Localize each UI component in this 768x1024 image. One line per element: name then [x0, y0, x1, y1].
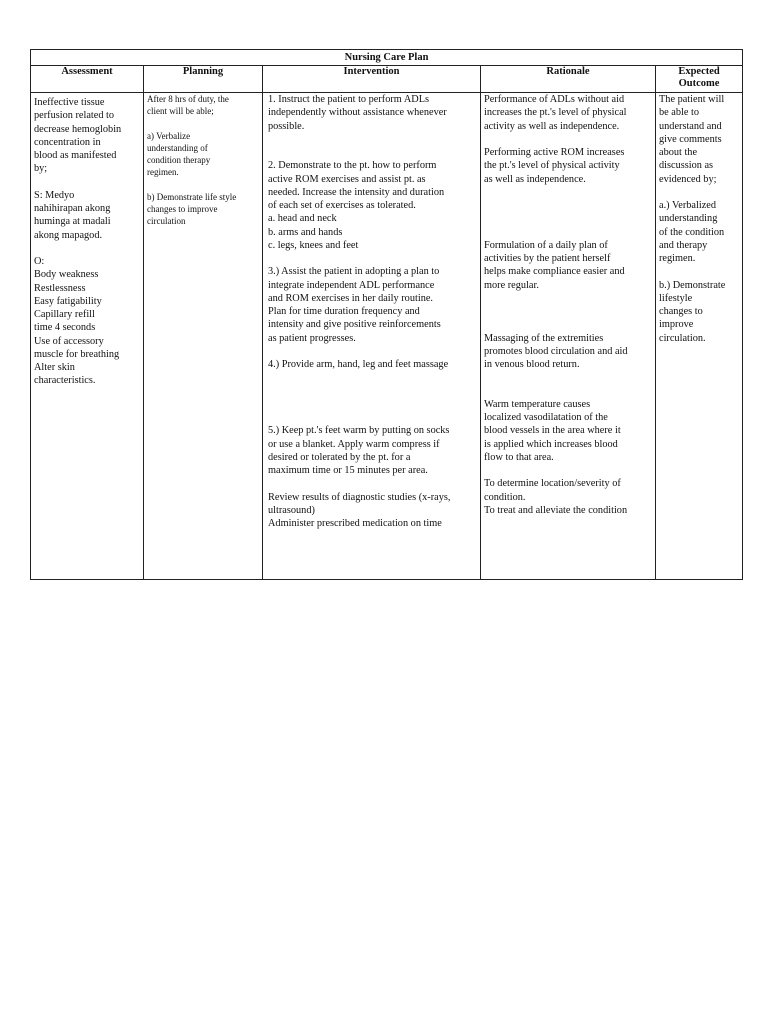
assessment-text-line: akong mapagod.	[34, 229, 103, 241]
planning-cell	[144, 93, 262, 579]
outcome-text-line: about the	[659, 147, 698, 158]
planning-text-line: changes to improve	[147, 203, 218, 214]
intervention-text-line: b. arms and hands	[268, 226, 343, 238]
assessment-text-line: Capillary refill	[34, 309, 95, 320]
planning-text-line: understanding of	[147, 142, 208, 153]
assessment-text-line: S: Medyo	[34, 189, 75, 201]
intervention-text-line: maximum time or 15 minutes per area.	[268, 465, 428, 476]
rationale-text-line: is applied which increases blood	[484, 438, 618, 450]
outcome-text-line: evidenced by;	[659, 173, 717, 185]
outcome-text-line: of the condition	[659, 226, 725, 238]
planning-text-line: a) Verbalize	[147, 130, 191, 141]
outcome-text-line: b.) Demonstrate	[659, 279, 726, 291]
rationale-text-line: To determine location/severity of	[484, 478, 621, 490]
rationale-text-line: localized vasodilatation of the	[484, 412, 608, 423]
outcome-text-line: be able to	[659, 107, 700, 119]
rationale-text-line: as well as independence.	[484, 173, 586, 185]
outcome-text-line: and therapy	[659, 239, 708, 251]
intervention-text-line: c. legs, knees and feet	[268, 239, 359, 251]
outcome-text-line: The patient will	[659, 94, 725, 105]
column-header-rationale: Rationale	[481, 66, 656, 93]
intervention-cell	[263, 93, 480, 579]
rationale-text-line: Warm temperature causes	[484, 398, 591, 410]
rationale-text-line: activity as well as independence.	[484, 120, 620, 132]
outcome-text-line: a.) Verbalized	[659, 200, 716, 211]
assessment-text-line: characteristics.	[34, 375, 96, 387]
assessment-text-line: time 4 seconds	[34, 322, 96, 334]
intervention-text-line: Plan for time duration frequency and	[268, 306, 420, 317]
intervention-text-line: active ROM exercises and assist pt. as	[268, 173, 426, 185]
intervention-text-line: Review results of diagnostic studies (x-rays,	[268, 491, 451, 503]
rationale-text-line: Performing active ROM increases	[484, 147, 625, 158]
column-header-expected-outcome: Expected Outcome	[656, 66, 743, 93]
planning-text-line: After 8 hrs of duty, the	[147, 94, 229, 104]
rationale-text-line: the pt.'s level of physical activity	[484, 160, 620, 172]
care-plan-table	[30, 49, 743, 580]
rationale-text-line: To treat and alleviate the condition	[484, 504, 628, 516]
intervention-text-line: desired or tolerated by the pt. for a	[268, 451, 411, 463]
intervention-text-line: a. head and neck	[268, 213, 337, 225]
intervention-text-line: 1. Instruct the patient to perform ADLs	[268, 94, 429, 105]
assessment-text-line: muscle for breathing	[34, 348, 120, 360]
rationale-cell	[481, 93, 655, 579]
expected-outcome-cell	[656, 93, 742, 579]
rationale-text-line: in venous blood return.	[484, 359, 580, 370]
nursing-care-plan-sheet	[30, 49, 742, 580]
intervention-text-line: intensity and give positive reinforcements	[268, 319, 441, 331]
assessment-text-line: Alter skin	[34, 362, 75, 373]
intervention-text-line: integrate independent ADL performance	[268, 279, 435, 291]
table-title: Nursing Care Plan	[31, 50, 743, 66]
rationale-text-line: blood vessels in the area where it	[484, 425, 621, 437]
intervention-text-line: ultrasound)	[268, 504, 315, 516]
assessment-text-line: Ineffective tissue	[34, 97, 105, 108]
outcome-text-line: give comments	[659, 133, 722, 145]
assessment-text-line: Easy fatigability	[34, 295, 102, 307]
assessment-text-line: huminga at madali	[34, 216, 111, 228]
outcome-text-line: understanding	[659, 213, 718, 225]
assessment-cell	[31, 93, 143, 579]
intervention-text-line: 2. Demonstrate to the pt. how to perform	[268, 160, 437, 172]
assessment-text-line: decrease hemoglobin	[34, 123, 122, 135]
intervention-text-line: of each set of exercises as tolerated.	[268, 200, 416, 211]
assessment-text-line: Restlessness	[34, 282, 86, 294]
assessment-text-line: blood as manifested	[34, 150, 117, 161]
rationale-text-line: Massaging of the extremities	[484, 332, 604, 344]
outcome-text-line: understand and	[659, 120, 722, 132]
outcome-text-line: lifestyle	[659, 292, 693, 304]
rationale-text-line: increases the pt.'s level of physical	[484, 107, 627, 119]
planning-text-line: regimen.	[147, 167, 179, 178]
rationale-text-line: Formulation of a daily plan of	[484, 239, 608, 251]
rationale-text-line: promotes blood circulation and aid	[484, 345, 628, 357]
planning-text-line: condition therapy	[147, 155, 211, 165]
outcome-text-line: circulation.	[659, 332, 706, 344]
intervention-text-line: or use a blanket. Apply warm compress if	[268, 438, 440, 450]
rationale-text-line: more regular.	[484, 279, 539, 291]
intervention-text-line: and ROM exercises in her daily routine.	[268, 292, 433, 304]
assessment-text-line: Use of accessory	[34, 335, 104, 347]
rationale-text-line: activities by the patient herself	[484, 253, 611, 264]
assessment-text-line: Body weakness	[34, 269, 99, 281]
intervention-text-line: needed. Increase the intensity and duration	[268, 186, 445, 198]
intervention-text-line: 3.) Assist the patient in adopting a plan to	[268, 266, 440, 278]
column-header-assessment: Assessment	[31, 66, 144, 93]
intervention-text-line: 4.) Provide arm, hand, leg and feet massage	[268, 359, 449, 370]
intervention-text-line: Administer prescribed medication on time	[268, 518, 442, 529]
intervention-text-line: as patient progresses.	[268, 332, 356, 344]
assessment-text-line: O:	[34, 256, 45, 267]
column-header-planning: Planning	[144, 66, 263, 93]
intervention-text-line: 5.) Keep pt.'s feet warm by putting on socks	[268, 425, 450, 437]
assessment-text-line: by;	[34, 163, 48, 175]
outcome-text-line: regimen.	[659, 253, 696, 264]
outcome-text-line: discussion as	[659, 160, 714, 172]
rationale-text-line: helps make compliance easier and	[484, 266, 625, 278]
planning-text-line: circulation	[147, 216, 186, 226]
intervention-text-line: possible.	[268, 120, 305, 132]
rationale-text-line: condition.	[484, 491, 526, 503]
rationale-text-line: Performance of ADLs without aid	[484, 94, 625, 105]
assessment-text-line: concentration in	[34, 136, 101, 148]
outcome-text-line: improve	[659, 319, 694, 331]
outcome-text-line: changes to	[659, 306, 703, 317]
intervention-text-line: independently without assistance whenever	[268, 107, 447, 119]
column-header-intervention: Intervention	[263, 66, 481, 93]
assessment-text-line: nahihirapan akong	[34, 203, 111, 214]
planning-text-line: client will be able;	[147, 106, 214, 117]
planning-text-line: b) Demonstrate life style	[147, 191, 237, 202]
rationale-text-line: flow to that area.	[484, 451, 554, 463]
assessment-text-line: perfusion related to	[34, 110, 115, 122]
